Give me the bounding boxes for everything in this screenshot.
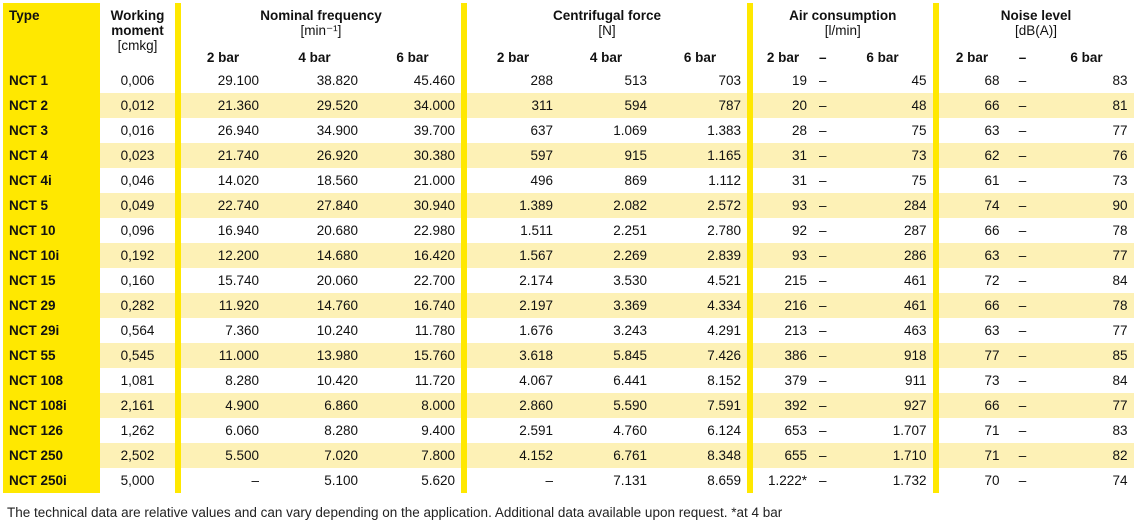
force-6bar-cell: 4.291 — [653, 318, 747, 343]
force-2bar-cell: 4.152 — [461, 443, 559, 468]
noise-6bar-cell: 84 — [1040, 268, 1134, 293]
noise-dash-cell: – — [1006, 68, 1040, 93]
noise-dash-cell: – — [1006, 393, 1040, 418]
frequency-6bar-cell: 21.000 — [364, 168, 461, 193]
air-6bar-cell: 1.710 — [833, 443, 933, 468]
force-6bar-cell: 2.839 — [653, 243, 747, 268]
force-2bar-cell: 2.591 — [461, 418, 559, 443]
force-4bar-cell: 7.131 — [559, 468, 653, 493]
noise-2bar-cell: 63 — [933, 243, 1006, 268]
noise-6bar-cell: 76 — [1040, 143, 1134, 168]
table-row — [3, 343, 1134, 368]
type-cell: NCT 1 — [3, 68, 100, 93]
type-cell: NCT 250 — [3, 443, 100, 468]
type-cell: NCT 4 — [3, 143, 100, 168]
table-row — [3, 443, 1134, 468]
header-noise-level-label: Noise level — [1000, 8, 1072, 23]
noise-2bar-cell: 66 — [933, 218, 1006, 243]
header-force-4bar: 4 bar — [559, 38, 653, 68]
frequency-4bar-cell: 26.920 — [265, 143, 364, 168]
frequency-4bar-cell: 7.020 — [265, 443, 364, 468]
air-2bar-cell: 379 — [747, 368, 813, 393]
force-4bar-cell: 915 — [559, 143, 653, 168]
header-working-moment-label: Working moment — [110, 8, 165, 38]
table-header — [3, 3, 1134, 68]
air-6bar-cell: 911 — [833, 368, 933, 393]
header-centrifugal-force-label: Centrifugal force — [552, 8, 661, 23]
type-cell: NCT 250i — [3, 468, 100, 493]
air-2bar-cell: 31 — [747, 143, 813, 168]
force-4bar-cell: 5.590 — [559, 393, 653, 418]
force-4bar-cell: 2.251 — [559, 218, 653, 243]
technical-data-table — [3, 3, 1134, 493]
frequency-2bar-cell: 4.900 — [175, 393, 265, 418]
force-4bar-cell: 6.441 — [559, 368, 653, 393]
force-6bar-cell: 8.348 — [653, 443, 747, 468]
air-6bar-cell: 286 — [833, 243, 933, 268]
type-cell: NCT 10i — [3, 243, 100, 268]
force-4bar-cell: 1.069 — [559, 118, 653, 143]
force-2bar-cell: 4.067 — [461, 368, 559, 393]
type-cell: NCT 55 — [3, 343, 100, 368]
force-2bar-cell: – — [461, 468, 559, 493]
header-centrifugal-force-unit: [N] — [598, 23, 616, 38]
noise-6bar-cell: 83 — [1040, 418, 1134, 443]
frequency-4bar-cell: 14.680 — [265, 243, 364, 268]
air-2bar-cell: 92 — [747, 218, 813, 243]
table-body — [3, 68, 1134, 493]
frequency-2bar-cell: 16.940 — [175, 218, 265, 243]
air-2bar-cell: 213 — [747, 318, 813, 343]
type-cell: NCT 5 — [3, 193, 100, 218]
air-dash-cell: – — [813, 68, 833, 93]
noise-dash-cell: – — [1006, 168, 1040, 193]
force-4bar-cell: 513 — [559, 68, 653, 93]
frequency-6bar-cell: 8.000 — [364, 393, 461, 418]
noise-2bar-cell: 66 — [933, 293, 1006, 318]
header-air-2bar: 2 bar — [747, 38, 813, 68]
table-row — [3, 318, 1134, 343]
air-2bar-cell: 93 — [747, 193, 813, 218]
header-nominal-frequency — [175, 3, 461, 38]
air-6bar-cell: 461 — [833, 293, 933, 318]
header-air-6bar: 6 bar — [833, 38, 933, 68]
air-2bar-cell: 392 — [747, 393, 813, 418]
air-2bar-cell: 93 — [747, 243, 813, 268]
header-force-2bar: 2 bar — [461, 38, 559, 68]
frequency-2bar-cell: 11.920 — [175, 293, 265, 318]
frequency-4bar-cell: 8.280 — [265, 418, 364, 443]
air-dash-cell: – — [813, 393, 833, 418]
table-row — [3, 143, 1134, 168]
header-noise-level — [933, 3, 1134, 38]
frequency-4bar-cell: 18.560 — [265, 168, 364, 193]
noise-6bar-cell: 73 — [1040, 168, 1134, 193]
frequency-2bar-cell: 29.100 — [175, 68, 265, 93]
noise-6bar-cell: 83 — [1040, 68, 1134, 93]
air-dash-cell: – — [813, 118, 833, 143]
frequency-2bar-cell: 6.060 — [175, 418, 265, 443]
noise-2bar-cell: 68 — [933, 68, 1006, 93]
working-moment-cell: 0,160 — [100, 268, 175, 293]
noise-2bar-cell: 77 — [933, 343, 1006, 368]
force-6bar-cell: 787 — [653, 93, 747, 118]
force-4bar-cell: 3.243 — [559, 318, 653, 343]
frequency-2bar-cell: – — [175, 468, 265, 493]
frequency-6bar-cell: 22.980 — [364, 218, 461, 243]
working-moment-cell: 0,192 — [100, 243, 175, 268]
noise-dash-cell: – — [1006, 218, 1040, 243]
force-2bar-cell: 1.567 — [461, 243, 559, 268]
force-2bar-cell: 2.174 — [461, 268, 559, 293]
table-row — [3, 218, 1134, 243]
table-row — [3, 368, 1134, 393]
frequency-6bar-cell: 16.740 — [364, 293, 461, 318]
force-2bar-cell: 2.860 — [461, 393, 559, 418]
frequency-2bar-cell: 7.360 — [175, 318, 265, 343]
force-6bar-cell: 6.124 — [653, 418, 747, 443]
force-2bar-cell: 288 — [461, 68, 559, 93]
noise-dash-cell: – — [1006, 243, 1040, 268]
header-freq-2bar: 2 bar — [175, 38, 265, 68]
force-2bar-cell: 2.197 — [461, 293, 559, 318]
type-cell: NCT 108 — [3, 368, 100, 393]
frequency-6bar-cell: 9.400 — [364, 418, 461, 443]
noise-dash-cell: – — [1006, 93, 1040, 118]
frequency-2bar-cell: 8.280 — [175, 368, 265, 393]
header-nominal-frequency-unit: [min⁻¹] — [300, 23, 342, 38]
air-dash-cell: – — [813, 268, 833, 293]
working-moment-cell: 1,081 — [100, 368, 175, 393]
frequency-4bar-cell: 38.820 — [265, 68, 364, 93]
noise-2bar-cell: 73 — [933, 368, 1006, 393]
frequency-2bar-cell: 5.500 — [175, 443, 265, 468]
noise-6bar-cell: 81 — [1040, 93, 1134, 118]
frequency-4bar-cell: 20.680 — [265, 218, 364, 243]
force-4bar-cell: 3.369 — [559, 293, 653, 318]
air-6bar-cell: 75 — [833, 118, 933, 143]
working-moment-cell: 0,023 — [100, 143, 175, 168]
frequency-6bar-cell: 16.420 — [364, 243, 461, 268]
working-moment-cell: 0,006 — [100, 68, 175, 93]
force-2bar-cell: 597 — [461, 143, 559, 168]
air-6bar-cell: 463 — [833, 318, 933, 343]
air-2bar-cell: 28 — [747, 118, 813, 143]
air-dash-cell: – — [813, 418, 833, 443]
air-2bar-cell: 31 — [747, 168, 813, 193]
noise-2bar-cell: 62 — [933, 143, 1006, 168]
working-moment-cell: 0,545 — [100, 343, 175, 368]
noise-6bar-cell: 82 — [1040, 443, 1134, 468]
type-cell: NCT 3 — [3, 118, 100, 143]
working-moment-cell: 0,096 — [100, 218, 175, 243]
table-row — [3, 418, 1134, 443]
header-working-moment — [100, 3, 175, 68]
type-cell: NCT 29i — [3, 318, 100, 343]
frequency-4bar-cell: 6.860 — [265, 393, 364, 418]
table-row — [3, 193, 1134, 218]
header-nominal-frequency-label: Nominal frequency — [260, 8, 382, 23]
header-type: Type — [3, 3, 100, 68]
working-moment-cell: 1,262 — [100, 418, 175, 443]
force-6bar-cell: 1.112 — [653, 168, 747, 193]
noise-dash-cell: – — [1006, 343, 1040, 368]
noise-2bar-cell: 63 — [933, 318, 1006, 343]
footnote: The technical data are relative values and can vary depending on the application. Additional data available upon request. *at 4 bar — [7, 505, 783, 520]
frequency-4bar-cell: 13.980 — [265, 343, 364, 368]
air-dash-cell: – — [813, 243, 833, 268]
frequency-4bar-cell: 34.900 — [265, 118, 364, 143]
force-2bar-cell: 496 — [461, 168, 559, 193]
force-4bar-cell: 2.082 — [559, 193, 653, 218]
force-4bar-cell: 6.761 — [559, 443, 653, 468]
noise-dash-cell: – — [1006, 418, 1040, 443]
header-air-consumption — [747, 3, 933, 38]
force-6bar-cell: 4.521 — [653, 268, 747, 293]
noise-dash-cell: – — [1006, 318, 1040, 343]
noise-6bar-cell: 77 — [1040, 118, 1134, 143]
air-6bar-cell: 461 — [833, 268, 933, 293]
force-6bar-cell: 8.659 — [653, 468, 747, 493]
noise-dash-cell: – — [1006, 293, 1040, 318]
force-6bar-cell: 7.591 — [653, 393, 747, 418]
air-dash-cell: – — [813, 93, 833, 118]
table-row — [3, 93, 1134, 118]
noise-6bar-cell: 77 — [1040, 243, 1134, 268]
header-centrifugal-force — [461, 3, 747, 38]
noise-6bar-cell: 77 — [1040, 393, 1134, 418]
air-dash-cell: – — [813, 343, 833, 368]
air-2bar-cell: 216 — [747, 293, 813, 318]
working-moment-cell: 5,000 — [100, 468, 175, 493]
noise-2bar-cell: 71 — [933, 418, 1006, 443]
frequency-4bar-cell: 14.760 — [265, 293, 364, 318]
force-6bar-cell: 1.165 — [653, 143, 747, 168]
noise-dash-cell: – — [1006, 368, 1040, 393]
force-6bar-cell: 703 — [653, 68, 747, 93]
frequency-6bar-cell: 30.380 — [364, 143, 461, 168]
force-4bar-cell: 594 — [559, 93, 653, 118]
noise-6bar-cell: 74 — [1040, 468, 1134, 493]
header-force-6bar: 6 bar — [653, 38, 747, 68]
noise-dash-cell: – — [1006, 193, 1040, 218]
air-dash-cell: – — [813, 293, 833, 318]
force-2bar-cell: 637 — [461, 118, 559, 143]
header-working-moment-unit: [cmkg] — [117, 38, 158, 53]
frequency-4bar-cell: 20.060 — [265, 268, 364, 293]
air-dash-cell: – — [813, 318, 833, 343]
frequency-4bar-cell: 5.100 — [265, 468, 364, 493]
force-4bar-cell: 869 — [559, 168, 653, 193]
type-cell: NCT 4i — [3, 168, 100, 193]
type-cell: NCT 15 — [3, 268, 100, 293]
frequency-4bar-cell: 10.240 — [265, 318, 364, 343]
force-6bar-cell: 1.383 — [653, 118, 747, 143]
header-noise-dash: – — [1006, 38, 1040, 68]
noise-6bar-cell: 77 — [1040, 318, 1134, 343]
working-moment-cell: 0,282 — [100, 293, 175, 318]
table-row — [3, 393, 1134, 418]
working-moment-cell: 0,016 — [100, 118, 175, 143]
type-cell: NCT 108i — [3, 393, 100, 418]
force-6bar-cell: 7.426 — [653, 343, 747, 368]
table-row — [3, 168, 1134, 193]
force-6bar-cell: 2.780 — [653, 218, 747, 243]
noise-6bar-cell: 85 — [1040, 343, 1134, 368]
frequency-2bar-cell: 21.360 — [175, 93, 265, 118]
force-2bar-cell: 1.389 — [461, 193, 559, 218]
frequency-6bar-cell: 45.460 — [364, 68, 461, 93]
air-6bar-cell: 1.707 — [833, 418, 933, 443]
table-row — [3, 118, 1134, 143]
air-6bar-cell: 45 — [833, 68, 933, 93]
air-6bar-cell: 1.732 — [833, 468, 933, 493]
frequency-2bar-cell: 14.020 — [175, 168, 265, 193]
air-dash-cell: – — [813, 143, 833, 168]
noise-6bar-cell: 78 — [1040, 293, 1134, 318]
force-6bar-cell: 2.572 — [653, 193, 747, 218]
force-2bar-cell: 1.676 — [461, 318, 559, 343]
table-row — [3, 468, 1134, 493]
table-row — [3, 243, 1134, 268]
noise-2bar-cell: 71 — [933, 443, 1006, 468]
working-moment-cell: 0,049 — [100, 193, 175, 218]
air-2bar-cell: 655 — [747, 443, 813, 468]
air-dash-cell: – — [813, 168, 833, 193]
noise-dash-cell: – — [1006, 268, 1040, 293]
force-4bar-cell: 4.760 — [559, 418, 653, 443]
table-row — [3, 68, 1134, 93]
noise-2bar-cell: 74 — [933, 193, 1006, 218]
type-cell: NCT 10 — [3, 218, 100, 243]
air-2bar-cell: 215 — [747, 268, 813, 293]
noise-dash-cell: – — [1006, 443, 1040, 468]
header-air-consumption-label: Air consumption — [789, 8, 897, 23]
frequency-2bar-cell: 21.740 — [175, 143, 265, 168]
air-dash-cell: – — [813, 193, 833, 218]
noise-6bar-cell: 90 — [1040, 193, 1134, 218]
air-dash-cell: – — [813, 218, 833, 243]
air-2bar-cell: 19 — [747, 68, 813, 93]
noise-6bar-cell: 78 — [1040, 218, 1134, 243]
air-dash-cell: – — [813, 368, 833, 393]
force-2bar-cell: 311 — [461, 93, 559, 118]
air-6bar-cell: 284 — [833, 193, 933, 218]
air-dash-cell: – — [813, 468, 833, 493]
frequency-6bar-cell: 22.700 — [364, 268, 461, 293]
header-freq-6bar: 6 bar — [364, 38, 461, 68]
air-6bar-cell: 918 — [833, 343, 933, 368]
force-4bar-cell: 5.845 — [559, 343, 653, 368]
noise-2bar-cell: 66 — [933, 93, 1006, 118]
force-6bar-cell: 8.152 — [653, 368, 747, 393]
type-cell: NCT 2 — [3, 93, 100, 118]
header-air-dash: – — [813, 38, 833, 68]
frequency-6bar-cell: 5.620 — [364, 468, 461, 493]
frequency-2bar-cell: 15.740 — [175, 268, 265, 293]
frequency-6bar-cell: 11.780 — [364, 318, 461, 343]
force-6bar-cell: 4.334 — [653, 293, 747, 318]
air-6bar-cell: 48 — [833, 93, 933, 118]
noise-2bar-cell: 61 — [933, 168, 1006, 193]
table-row — [3, 268, 1134, 293]
force-4bar-cell: 3.530 — [559, 268, 653, 293]
noise-2bar-cell: 63 — [933, 118, 1006, 143]
header-noise-level-unit: [dB(A)] — [1015, 23, 1058, 38]
frequency-6bar-cell: 39.700 — [364, 118, 461, 143]
air-6bar-cell: 73 — [833, 143, 933, 168]
working-moment-cell: 0,012 — [100, 93, 175, 118]
frequency-2bar-cell: 12.200 — [175, 243, 265, 268]
noise-6bar-cell: 84 — [1040, 368, 1134, 393]
noise-2bar-cell: 72 — [933, 268, 1006, 293]
force-4bar-cell: 2.269 — [559, 243, 653, 268]
noise-dash-cell: – — [1006, 118, 1040, 143]
frequency-4bar-cell: 29.520 — [265, 93, 364, 118]
header-freq-4bar: 4 bar — [265, 38, 364, 68]
air-2bar-cell: 386 — [747, 343, 813, 368]
working-moment-cell: 0,564 — [100, 318, 175, 343]
frequency-2bar-cell: 22.740 — [175, 193, 265, 218]
frequency-6bar-cell: 34.000 — [364, 93, 461, 118]
frequency-6bar-cell: 7.800 — [364, 443, 461, 468]
header-noise-6bar: 6 bar — [1040, 38, 1134, 68]
frequency-2bar-cell: 11.000 — [175, 343, 265, 368]
air-6bar-cell: 287 — [833, 218, 933, 243]
working-moment-cell: 2,161 — [100, 393, 175, 418]
header-air-consumption-unit: [l/min] — [824, 23, 861, 38]
working-moment-cell: 2,502 — [100, 443, 175, 468]
noise-2bar-cell: 70 — [933, 468, 1006, 493]
table-row — [3, 293, 1134, 318]
air-2bar-cell: 1.222* — [747, 468, 813, 493]
force-2bar-cell: 3.618 — [461, 343, 559, 368]
frequency-6bar-cell: 30.940 — [364, 193, 461, 218]
noise-2bar-cell: 66 — [933, 393, 1006, 418]
air-6bar-cell: 75 — [833, 168, 933, 193]
frequency-4bar-cell: 10.420 — [265, 368, 364, 393]
noise-dash-cell: – — [1006, 468, 1040, 493]
header-noise-2bar: 2 bar — [933, 38, 1006, 68]
noise-dash-cell: – — [1006, 143, 1040, 168]
frequency-6bar-cell: 15.760 — [364, 343, 461, 368]
frequency-4bar-cell: 27.840 — [265, 193, 364, 218]
frequency-2bar-cell: 26.940 — [175, 118, 265, 143]
frequency-6bar-cell: 11.720 — [364, 368, 461, 393]
type-cell: NCT 29 — [3, 293, 100, 318]
type-cell: NCT 126 — [3, 418, 100, 443]
working-moment-cell: 0,046 — [100, 168, 175, 193]
air-2bar-cell: 20 — [747, 93, 813, 118]
air-dash-cell: – — [813, 443, 833, 468]
force-2bar-cell: 1.511 — [461, 218, 559, 243]
air-6bar-cell: 927 — [833, 393, 933, 418]
air-2bar-cell: 653 — [747, 418, 813, 443]
